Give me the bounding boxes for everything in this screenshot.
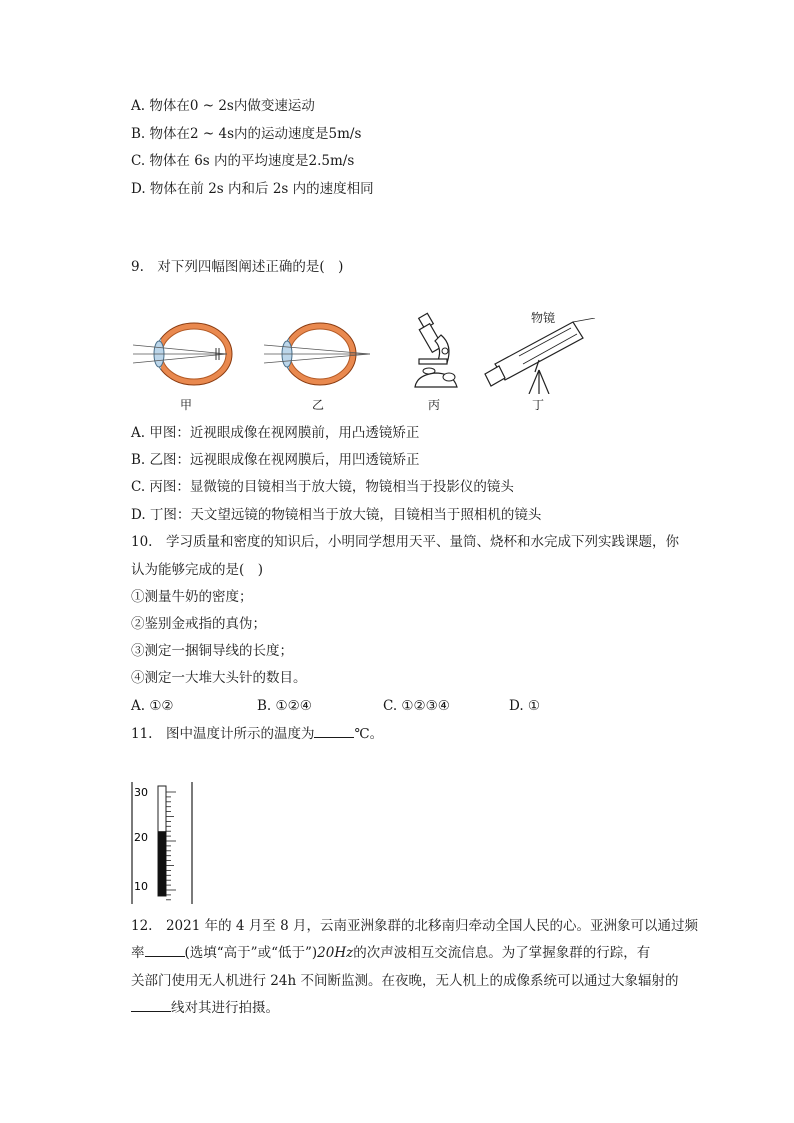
fig-label-ding: 丁 bbox=[531, 398, 544, 412]
q10-stem-line1: 10. 学习质量和密度的知识后，小明同学想用天平、量筒、烧杯和水完成下列实践课题，你 bbox=[131, 534, 679, 550]
eye-diagram-hyperopia bbox=[262, 318, 374, 390]
q10-item-2: ②鉴别金戒指的真伪； bbox=[131, 616, 266, 632]
telescope-objective-label: 物镜 bbox=[530, 311, 555, 325]
q11-stem-text: 11. 图中温度计所示的温度为 bbox=[131, 726, 315, 742]
q12-line2-math: 20Hz bbox=[317, 945, 354, 961]
q12-line2-a: 率 bbox=[131, 945, 145, 961]
thermometer-label-30: 30 bbox=[134, 786, 148, 799]
q12-line3: 关部门使用无人机进行 24h 不间断监测。在夜晚，无人机上的成像系统可以通过大象辐射的 bbox=[131, 973, 679, 989]
q11-unit: ℃。 bbox=[354, 726, 384, 742]
q12-answer-blank-1[interactable] bbox=[145, 944, 185, 957]
q10-item-4: ④测定一大堆大头针的数目。 bbox=[131, 670, 307, 686]
q12-line2-b: (选填“高于”或“低于”) bbox=[184, 945, 318, 961]
q11-answer-blank[interactable] bbox=[314, 725, 354, 738]
q8-option-b: B. 物体在2 ~ 4s内的运动速度是5m/s bbox=[131, 126, 362, 142]
q12-line1: 12. 2021 年的 4 月至 8 月，云南亚洲象群的北移南归牵动全国人民的心。亚洲象可以通过频 bbox=[131, 918, 698, 934]
q9-option-d: D. 丁图：天文望远镜的物镜相当于放大镜，目镜相当于照相机的镜头 bbox=[131, 507, 542, 523]
q12-line2 bbox=[131, 944, 650, 962]
q10-item-1: ①测量牛奶的密度； bbox=[131, 589, 253, 605]
telescope-icon bbox=[479, 318, 601, 394]
thermometer-label-10: 10 bbox=[134, 880, 148, 893]
q10-option-a: A. ①② bbox=[131, 698, 174, 714]
q10-option-d: D. ① bbox=[509, 698, 541, 714]
thermometer-diagram bbox=[128, 780, 198, 906]
q12-line4 bbox=[131, 999, 279, 1017]
q10-item-3: ③测定一捆铜导线的长度； bbox=[131, 643, 293, 659]
q9-option-b: B. 乙图：远视眼成像在视网膜后，用凹透镜矫正 bbox=[131, 452, 420, 468]
fig-label-yi: 乙 bbox=[311, 398, 324, 412]
q8-option-c: C. 物体在 6s 内的平均速度是2.5m/s bbox=[131, 153, 355, 169]
q8-option-a: A. 物体在0 ~ 2s内做变速运动 bbox=[131, 98, 315, 114]
eye-diagram-myopia bbox=[131, 318, 241, 390]
fig-label-bing: 丙 bbox=[427, 398, 440, 412]
fig-label-jia: 甲 bbox=[179, 398, 192, 412]
q12-answer-blank-2[interactable] bbox=[131, 999, 171, 1012]
q10-stem-line2: 认为能够完成的是( ) bbox=[131, 562, 264, 578]
q9-option-c: C. 丙图：显微镜的目镜相当于放大镜，物镜相当于投影仪的镜头 bbox=[131, 479, 514, 495]
thermometer-liquid-column bbox=[158, 831, 166, 896]
q10-option-c: C. ①②③④ bbox=[383, 698, 450, 714]
q9-option-a: A. 甲图：近视眼成像在视网膜前，用凸透镜矫正 bbox=[131, 425, 420, 441]
microscope-icon bbox=[407, 311, 463, 393]
q9-stem: 9. 对下列四幅图阐述正确的是( ) bbox=[131, 259, 344, 275]
q8-option-d: D. 物体在前 2s 内和后 2s 内的速度相同 bbox=[131, 181, 374, 197]
thermometer-label-20: 20 bbox=[134, 831, 148, 844]
q12-line4-text: 线对其进行拍摄。 bbox=[171, 1000, 279, 1016]
q10-option-b: B. ①②④ bbox=[257, 698, 312, 714]
q12-line2-c: 的次声波相互交流信息。为了掌握象群的行踪，有 bbox=[353, 945, 651, 961]
q11-stem bbox=[131, 725, 383, 743]
